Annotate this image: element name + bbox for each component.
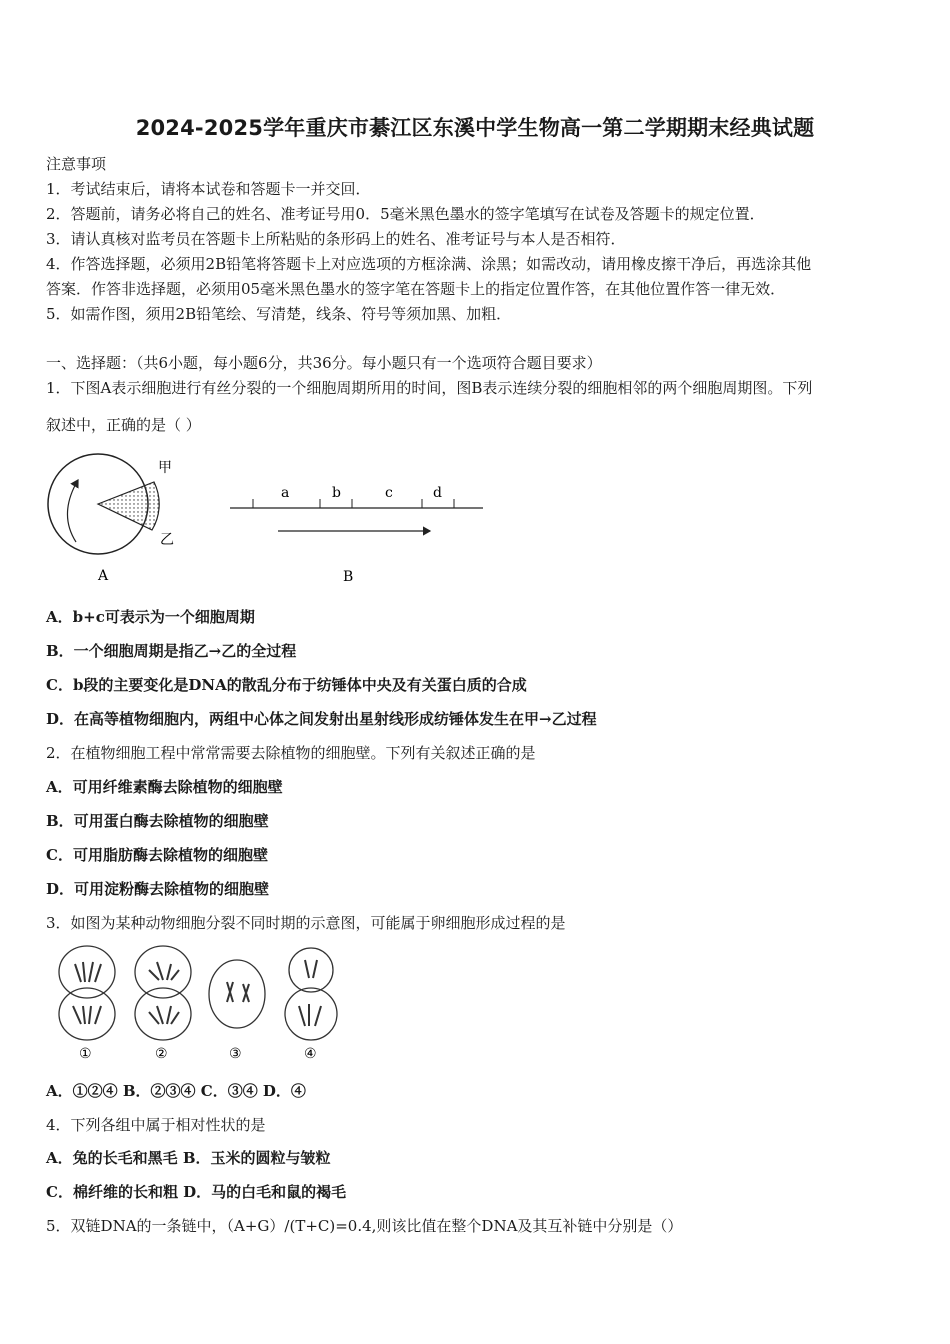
question-2-stem: 2．在植物细胞工程中常常需要去除植物的细胞壁。下列有关叙述正确的是 — [46, 744, 536, 762]
label-jia: 甲 — [158, 460, 172, 476]
cell-cycle-figure-b — [225, 478, 490, 588]
segment-d: d — [433, 485, 442, 501]
figure-a-label: A — [98, 568, 109, 584]
cell-division-figure — [45, 940, 345, 1066]
segment-c: c — [385, 485, 393, 501]
q1-option-d: D．在高等植物细胞内，两组中心体之间发射出星射线形成纺锤体发生在甲→乙过程 — [46, 710, 597, 728]
q3-options: A．①②④ B．②③④ C．③④ D．④ — [46, 1082, 306, 1100]
notice-item: 2．答题前，请务必将自己的姓名、准考证号用0．5毫米黑色墨水的签字笔填写在试卷及答题卡的规定位置． — [46, 205, 765, 223]
notice-heading: 注意事项 — [46, 155, 107, 173]
question-1-stem: 1．下图A表示细胞进行有丝分裂的一个细胞周期所用的时间，图B表示连续分裂的细胞相邻的两个细胞周期图。下列 — [46, 379, 813, 397]
cell-label-4: ④ — [304, 1046, 317, 1062]
notice-item: 4．作答选择题，必须用2B铅笔将答题卡上对应选项的方框涂满、涂黑；如需改动，请用橡皮擦干净后，再选涂其他 — [46, 255, 812, 273]
q2-option-d: D．可用淀粉酶去除植物的细胞壁 — [46, 880, 270, 898]
q1-option-a: A．b+c可表示为一个细胞周期 — [46, 608, 255, 626]
cell-label-3: ③ — [229, 1046, 242, 1062]
cell-3 — [209, 960, 265, 1028]
question-4-stem: 4．下列各组中属于相对性状的是 — [46, 1116, 266, 1134]
cell-label-1: ① — [79, 1046, 92, 1062]
cell-2 — [135, 946, 191, 1040]
division-sector — [98, 482, 159, 530]
cell-4 — [285, 948, 337, 1040]
question-1-stem-cont: 叙述中，正确的是（ ） — [46, 416, 201, 434]
q2-option-b: B．可用蛋白酶去除植物的细胞壁 — [46, 812, 269, 830]
q2-option-c: C．可用脂肪酶去除植物的细胞壁 — [46, 846, 268, 864]
q1-option-b: B．一个细胞周期是指乙→乙的全过程 — [46, 642, 297, 660]
q4-options-cd: C．棉纤维的长和粗 D．马的白毛和鼠的褐毛 — [46, 1183, 347, 1201]
q1-option-c: C．b段的主要变化是DNA的散乱分布于纺锤体中央及有关蛋白质的合成 — [46, 676, 527, 694]
question-3-stem: 3．如图为某种动物细胞分裂不同时期的示意图，可能属于卵细胞形成过程的是 — [46, 914, 566, 932]
segment-a: a — [281, 485, 290, 501]
q4-options-ab: A．兔的长毛和黑毛 B．玉米的圆粒与皱粒 — [46, 1149, 331, 1167]
cycle-arrow — [67, 480, 78, 542]
cell-1 — [59, 946, 115, 1040]
section-heading: 一、选择题：（共6小题，每小题6分，共36分。每小题只有一个选项符合题目要求） — [46, 354, 602, 372]
segment-b: b — [332, 485, 341, 501]
notice-item: 答案．作答非选择题，必须用05毫米黑色墨水的签字笔在答题卡上的指定位置作答，在其他位置作答一律无效． — [46, 280, 786, 298]
page-title: 2024-2025学年重庆市綦江区东溪中学生物高一第二学期期末经典试题 — [135, 116, 815, 140]
notice-item: 1．考试结束后，请将本试卷和答题卡一并交回． — [46, 180, 371, 198]
notice-item: 5．如需作图，须用2B铅笔绘、写清楚，线条、符号等须加黑、加粗． — [46, 305, 512, 323]
cell-label-2: ② — [155, 1046, 168, 1062]
cell-cycle-figure-a — [40, 442, 190, 587]
question-5-stem: 5．双链DNA的一条链中，（A+G）/(T+C)=0.4,则该比值在整个DNA及其互补链中分别是（） — [46, 1217, 683, 1235]
notice-item: 3．请认真核对监考员在答题卡上所粘贴的条形码上的姓名、准考证号与本人是否相符． — [46, 230, 626, 248]
label-yi: 乙 — [160, 532, 174, 548]
figure-b-label: B — [343, 569, 354, 585]
q2-option-a: A．可用纤维素酶去除植物的细胞壁 — [46, 778, 283, 796]
